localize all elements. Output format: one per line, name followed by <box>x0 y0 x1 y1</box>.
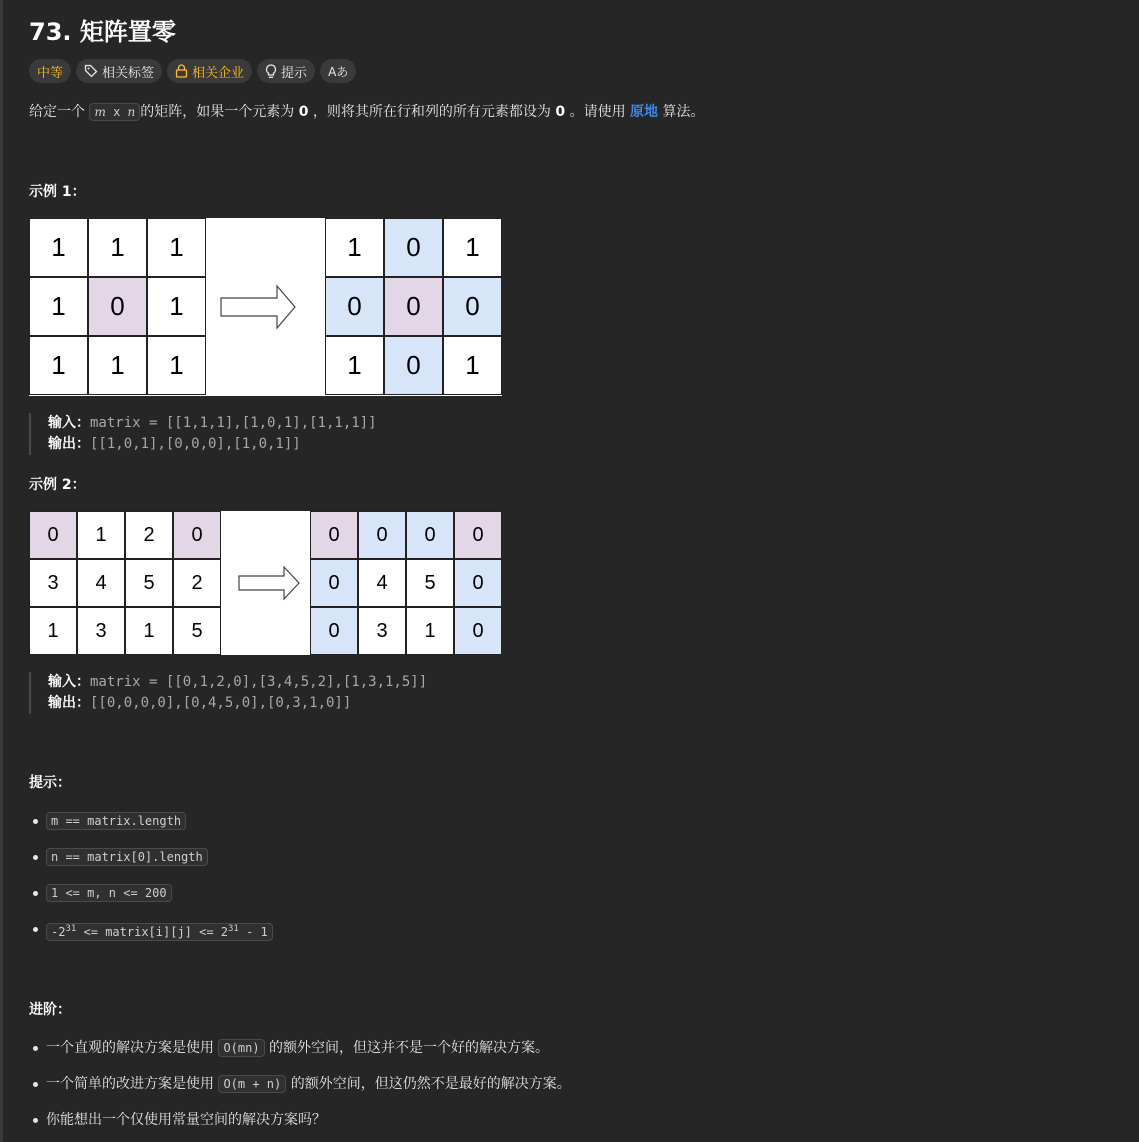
matrix-cell: 0 <box>325 277 384 336</box>
matrix-cell: 0 <box>443 277 502 336</box>
example-1-output-line <box>48 434 377 455</box>
constraint-item <box>29 883 273 903</box>
problem-statement <box>29 102 704 122</box>
matrix-cell: 1 <box>325 218 384 277</box>
input-value: matrix = [[1,1,1],[1,0,1],[1,1,1]] <box>90 415 377 431</box>
related-tags-button[interactable] <box>76 59 162 83</box>
related-tags-label: 相关标签 <box>102 65 155 81</box>
matrix-cell: 3 <box>358 607 406 655</box>
example-2-output-matrix <box>310 511 502 655</box>
exponent: 31 <box>228 924 239 934</box>
code-part: <= matrix[i][j] <= 2 <box>76 925 229 939</box>
output-value: [[1,0,1],[0,0,0],[1,0,1]] <box>90 436 301 452</box>
matrix-cell: 4 <box>358 559 406 607</box>
example-2-heading: 示例 2： <box>29 477 86 493</box>
bold-zero: 0 <box>555 104 566 120</box>
tag-icon <box>84 64 98 78</box>
problem-title[interactable]: 73. 矩阵置零 <box>29 18 176 46</box>
follow-up-text: 你能想出一个仅使用常量空间的解决方案吗？ <box>46 1112 326 1128</box>
tag-row <box>29 59 356 83</box>
hint-button[interactable] <box>257 59 315 83</box>
matrix-cell: 0 <box>454 607 502 655</box>
matrix-cell: 1 <box>406 607 454 655</box>
follow-up-text: 的额外空间，但这并不是一个好的解决方案。 <box>264 1040 550 1056</box>
matrix-cell: 1 <box>29 277 88 336</box>
left-panel-divider[interactable] <box>0 0 3 1142</box>
lightbulb-icon <box>265 64 277 79</box>
example-2-io <box>29 672 427 714</box>
difficulty-badge <box>29 59 71 83</box>
example-1-output-matrix <box>325 218 502 395</box>
matrix-cell: 0 <box>310 511 358 559</box>
matrix-cell: 1 <box>443 336 502 395</box>
example-1-figure <box>29 218 502 396</box>
follow-up-text: 的额外空间，但这仍然不是最好的解决方案。 <box>286 1076 571 1092</box>
matrix-cell: 3 <box>77 607 125 655</box>
output-value: [[0,0,0,0],[0,4,5,0],[0,3,1,0]] <box>90 695 352 711</box>
example-2-input-matrix <box>29 511 221 655</box>
matrix-cell: 0 <box>358 511 406 559</box>
constraint-item <box>29 919 273 942</box>
arrow-right-icon <box>237 565 301 601</box>
input-value: matrix = [[0,1,2,0],[3,4,5,2],[1,3,1,5]] <box>90 674 428 690</box>
inline-code-m-x-n <box>89 103 140 121</box>
complexity-code: O(mn) <box>218 1039 264 1057</box>
matrix-cell: 4 <box>77 559 125 607</box>
constraints-list <box>29 811 273 942</box>
example-1-input-matrix <box>29 218 206 395</box>
matrix-cell: 1 <box>88 218 147 277</box>
matrix-cell: 3 <box>29 559 77 607</box>
matrix-cell: 0 <box>384 277 443 336</box>
complexity-code: O(m + n) <box>218 1075 286 1093</box>
matrix-cell: 0 <box>384 336 443 395</box>
matrix-cell: 1 <box>443 218 502 277</box>
statement-text: 给定一个 <box>29 104 85 120</box>
matrix-cell: 1 <box>88 336 147 395</box>
matrix-cell: 0 <box>406 511 454 559</box>
matrix-cell: 1 <box>147 336 206 395</box>
matrix-cell: 1 <box>147 218 206 277</box>
matrix-cell: 1 <box>29 607 77 655</box>
matrix-cell: 1 <box>29 218 88 277</box>
example-2-output-line <box>48 693 427 714</box>
statement-text: 的矩阵，如果一个元素为 <box>140 104 295 120</box>
matrix-cell: 2 <box>173 559 221 607</box>
matrix-cell: 0 <box>88 277 147 336</box>
matrix-cell: 0 <box>29 511 77 559</box>
matrix-cell: 5 <box>125 559 173 607</box>
code-m: m <box>94 105 106 119</box>
example-2-figure <box>29 511 502 655</box>
follow-up-heading: 进阶： <box>29 1002 71 1018</box>
matrix-cell: 0 <box>454 559 502 607</box>
matrix-cell: 1 <box>77 511 125 559</box>
matrix-cell: 0 <box>310 607 358 655</box>
matrix-cell: 2 <box>125 511 173 559</box>
follow-up-item <box>29 1074 571 1094</box>
translate-button[interactable] <box>320 59 356 83</box>
statement-text: 算法。 <box>662 104 705 120</box>
constraints-heading: 提示： <box>29 775 71 791</box>
constraint-item <box>29 847 273 867</box>
follow-up-item <box>29 1038 571 1058</box>
input-label: 输入： <box>48 415 90 431</box>
example-2-input-line <box>48 672 427 693</box>
statement-text: 。请使用 <box>569 104 626 120</box>
lock-icon <box>175 64 188 78</box>
code-part: - 1 <box>238 925 268 939</box>
bold-zero: 0 <box>298 104 309 120</box>
difficulty-label: 中等 <box>37 65 64 81</box>
matrix-cell: 5 <box>173 607 221 655</box>
exponent: 31 <box>65 924 77 934</box>
arrow-right-icon <box>219 284 297 330</box>
statement-text: ，则将其所在行和列的所有元素都设为 <box>312 104 551 120</box>
matrix-cell: 0 <box>384 218 443 277</box>
translate-icon: Aあ <box>328 64 349 79</box>
in-place-link[interactable]: 原地 <box>630 104 659 120</box>
example-1-heading: 示例 1： <box>29 184 86 200</box>
follow-up-text: 一个直观的解决方案是使用 <box>46 1040 219 1056</box>
output-label: 输出： <box>48 695 90 711</box>
example-1-io <box>29 413 377 455</box>
matrix-cell: 0 <box>454 511 502 559</box>
follow-up-text: 一个简单的改进方案是使用 <box>46 1076 219 1092</box>
related-companies-label: 相关企业 <box>192 65 245 81</box>
output-label: 输出： <box>48 436 90 452</box>
follow-up-item <box>29 1110 571 1130</box>
constraint-code <box>46 923 273 941</box>
follow-up-list <box>29 1038 571 1130</box>
constraint-code: n == matrix[0].length <box>46 848 208 866</box>
input-label: 输入： <box>48 674 90 690</box>
constraint-code: m == matrix.length <box>46 812 186 830</box>
matrix-cell: 1 <box>147 277 206 336</box>
hint-label: 提示 <box>281 65 308 81</box>
code-n: n <box>127 105 136 119</box>
code-part: -2 <box>51 925 66 939</box>
constraint-item <box>29 811 273 831</box>
constraint-code: 1 <= m, n <= 200 <box>46 884 172 902</box>
matrix-cell: 0 <box>310 559 358 607</box>
example-1-input-line <box>48 413 377 434</box>
related-companies-button[interactable] <box>167 59 252 83</box>
matrix-cell: 5 <box>406 559 454 607</box>
matrix-cell: 0 <box>173 511 221 559</box>
code-x: x <box>105 105 128 119</box>
matrix-cell: 1 <box>29 336 88 395</box>
matrix-cell: 1 <box>325 336 384 395</box>
matrix-cell: 1 <box>125 607 173 655</box>
